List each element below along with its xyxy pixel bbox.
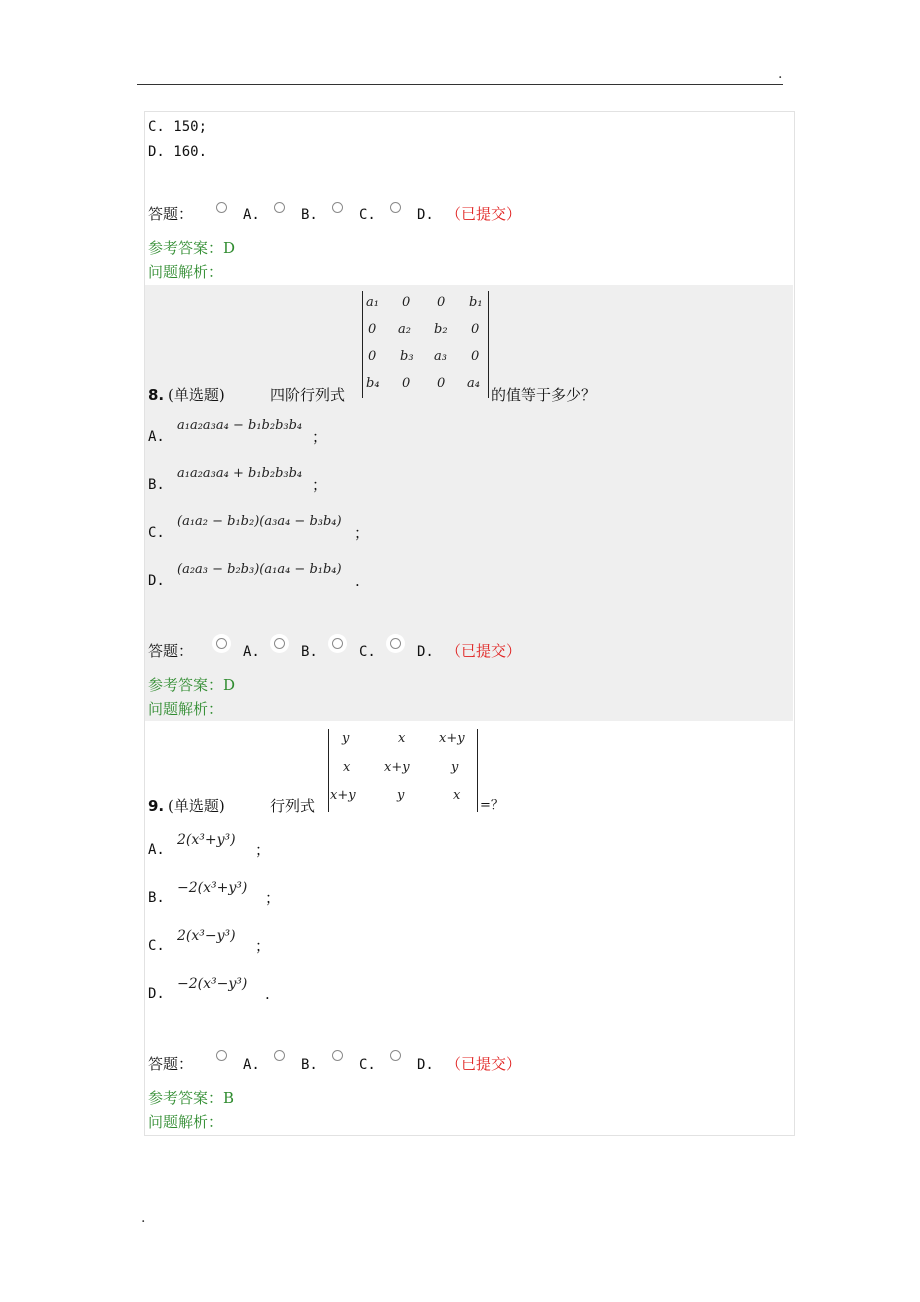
q9-reference-answer: 参考答案：B xyxy=(148,1089,235,1107)
q7-submitted-status: （已提交） xyxy=(446,205,522,223)
q9-cell: x+y xyxy=(330,788,356,803)
q8-cell: a₄ xyxy=(467,376,480,391)
q9-option-b-expr: −2(x³+y³) xyxy=(177,880,248,896)
q9-cell: x+y xyxy=(384,760,410,775)
header-rule xyxy=(137,84,783,85)
q8-cell: b₁ xyxy=(469,295,483,310)
q9-radio-d[interactable] xyxy=(390,1050,401,1061)
q8-option-d-label: D. xyxy=(148,573,165,589)
q9-stem-suffix: =？ xyxy=(480,798,504,813)
q9-option-d-label: D. xyxy=(148,986,165,1002)
q8-number: 8. xyxy=(148,386,165,404)
q9-cell: x xyxy=(398,731,406,746)
q9-option-c-expr: 2(x³−y³) xyxy=(177,928,236,944)
q9-option-d-expr: −2(x³−y³) xyxy=(177,976,248,992)
q9-choice-a: A. xyxy=(243,1057,260,1073)
q9-option-a-label: A. xyxy=(148,842,165,858)
q8-det-right-bar xyxy=(488,291,489,398)
q7-choice-b: B. xyxy=(301,207,318,223)
q8-det-left-bar xyxy=(362,291,363,398)
q9-cell: y xyxy=(451,760,459,775)
q9-choice-d: D. xyxy=(417,1057,434,1073)
q8-option-c-label: C. xyxy=(148,525,165,541)
q8-cell: 0 xyxy=(368,322,377,337)
q8-option-b-end: ； xyxy=(312,476,328,494)
q8-cell: b₂ xyxy=(434,322,448,337)
q8-radio-b[interactable] xyxy=(274,638,285,649)
q9-cell: x+y xyxy=(439,731,465,746)
q8-option-a-end: ； xyxy=(312,428,328,446)
q8-submitted-status: （已提交） xyxy=(446,642,522,660)
q9-option-d-end: . xyxy=(265,985,270,1003)
q8-cell: 0 xyxy=(402,295,411,310)
q8-cell: 0 xyxy=(437,376,446,391)
q7-radio-c[interactable] xyxy=(332,202,343,213)
q8-type: (单选题) xyxy=(168,386,225,404)
q8-choice-c: C. xyxy=(359,644,376,660)
q8-choice-b: B. xyxy=(301,644,318,660)
q7-radio-a[interactable] xyxy=(216,202,227,213)
q8-radio-c[interactable] xyxy=(332,638,343,649)
q8-option-d-end: . xyxy=(355,572,360,590)
q8-cell: 0 xyxy=(368,349,377,364)
q8-option-c-expr: (a₁a₂ − b₁b₂)(a₃a₄ − b₃b₄) xyxy=(177,514,342,529)
q8-choice-d: D. xyxy=(417,644,434,660)
q9-radio-a[interactable] xyxy=(216,1050,227,1061)
q9-option-a-expr: 2(x³+y³) xyxy=(177,832,236,848)
q8-cell: b₃ xyxy=(400,349,414,364)
q8-cell: a₁ xyxy=(366,295,379,310)
q9-det-left-bar xyxy=(328,729,329,812)
q8-choice-a: A. xyxy=(243,644,260,660)
q9-option-b-label: B. xyxy=(148,890,165,906)
q9-cell: y xyxy=(397,788,405,803)
q7-choice-c: C. xyxy=(359,207,376,223)
q9-cell: x xyxy=(453,788,461,803)
q7-radio-d[interactable] xyxy=(390,202,401,213)
q7-option-d: D. 160. xyxy=(148,144,208,160)
q8-cell: a₃ xyxy=(434,349,447,364)
q9-answer-label: 答题： xyxy=(148,1055,194,1073)
q9-radio-b[interactable] xyxy=(274,1050,285,1061)
q9-number: 9. xyxy=(148,797,165,815)
q9-stem-prefix: 行列式 xyxy=(270,797,316,815)
header-dot: . xyxy=(778,66,783,82)
q8-option-a-label: A. xyxy=(148,429,165,445)
q8-cell: b₄ xyxy=(366,376,380,391)
q7-choice-d: D. xyxy=(417,207,434,223)
footer-dot: . xyxy=(141,1210,146,1226)
q9-analysis-label: 问题解析： xyxy=(148,1113,224,1131)
q8-cell: a₂ xyxy=(398,322,411,337)
q7-option-c: C. 150; xyxy=(148,119,208,135)
q8-radio-a[interactable] xyxy=(216,638,227,649)
q7-analysis-label: 问题解析： xyxy=(148,263,224,281)
q9-choice-c: C. xyxy=(359,1057,376,1073)
q8-option-b-expr: a₁a₂a₃a₄ + b₁b₂b₃b₄ xyxy=(177,466,303,481)
q8-option-b-label: B. xyxy=(148,477,165,493)
q8-analysis-label: 问题解析： xyxy=(148,700,224,718)
q8-stem-suffix: 的值等于多少？ xyxy=(491,386,597,404)
q8-cell: 0 xyxy=(471,322,480,337)
q9-choice-b: B. xyxy=(301,1057,318,1073)
q8-stem-prefix: 四阶行列式 xyxy=(270,386,346,404)
q7-radio-b[interactable] xyxy=(274,202,285,213)
q8-option-d-expr: (a₂a₃ − b₂b₃)(a₁a₄ − b₁b₄) xyxy=(177,562,342,577)
q8-cell: 0 xyxy=(471,349,480,364)
q9-det-right-bar xyxy=(477,729,478,812)
q9-submitted-status: （已提交） xyxy=(446,1055,522,1073)
q7-reference-answer: 参考答案：D xyxy=(148,239,236,257)
q8-answer-label: 答题： xyxy=(148,642,194,660)
q9-option-c-end: ； xyxy=(255,937,271,955)
q9-option-a-end: ； xyxy=(255,841,271,859)
q9-option-c-label: C. xyxy=(148,938,165,954)
q9-radio-c[interactable] xyxy=(332,1050,343,1061)
q8-cell: 0 xyxy=(437,295,446,310)
q9-option-b-end: ； xyxy=(265,889,281,907)
q8-reference-answer: 参考答案：D xyxy=(148,676,236,694)
q8-option-a-expr: a₁a₂a₃a₄ − b₁b₂b₃b₄ xyxy=(177,418,303,433)
q9-cell: y xyxy=(342,731,350,746)
q8-cell: 0 xyxy=(402,376,411,391)
q7-answer-label: 答题： xyxy=(148,205,194,223)
q8-radio-d[interactable] xyxy=(390,638,401,649)
q9-type: (单选题) xyxy=(168,797,225,815)
q8-option-c-end: ； xyxy=(354,524,370,542)
q7-choice-a: A. xyxy=(243,207,260,223)
q9-cell: x xyxy=(343,760,351,775)
